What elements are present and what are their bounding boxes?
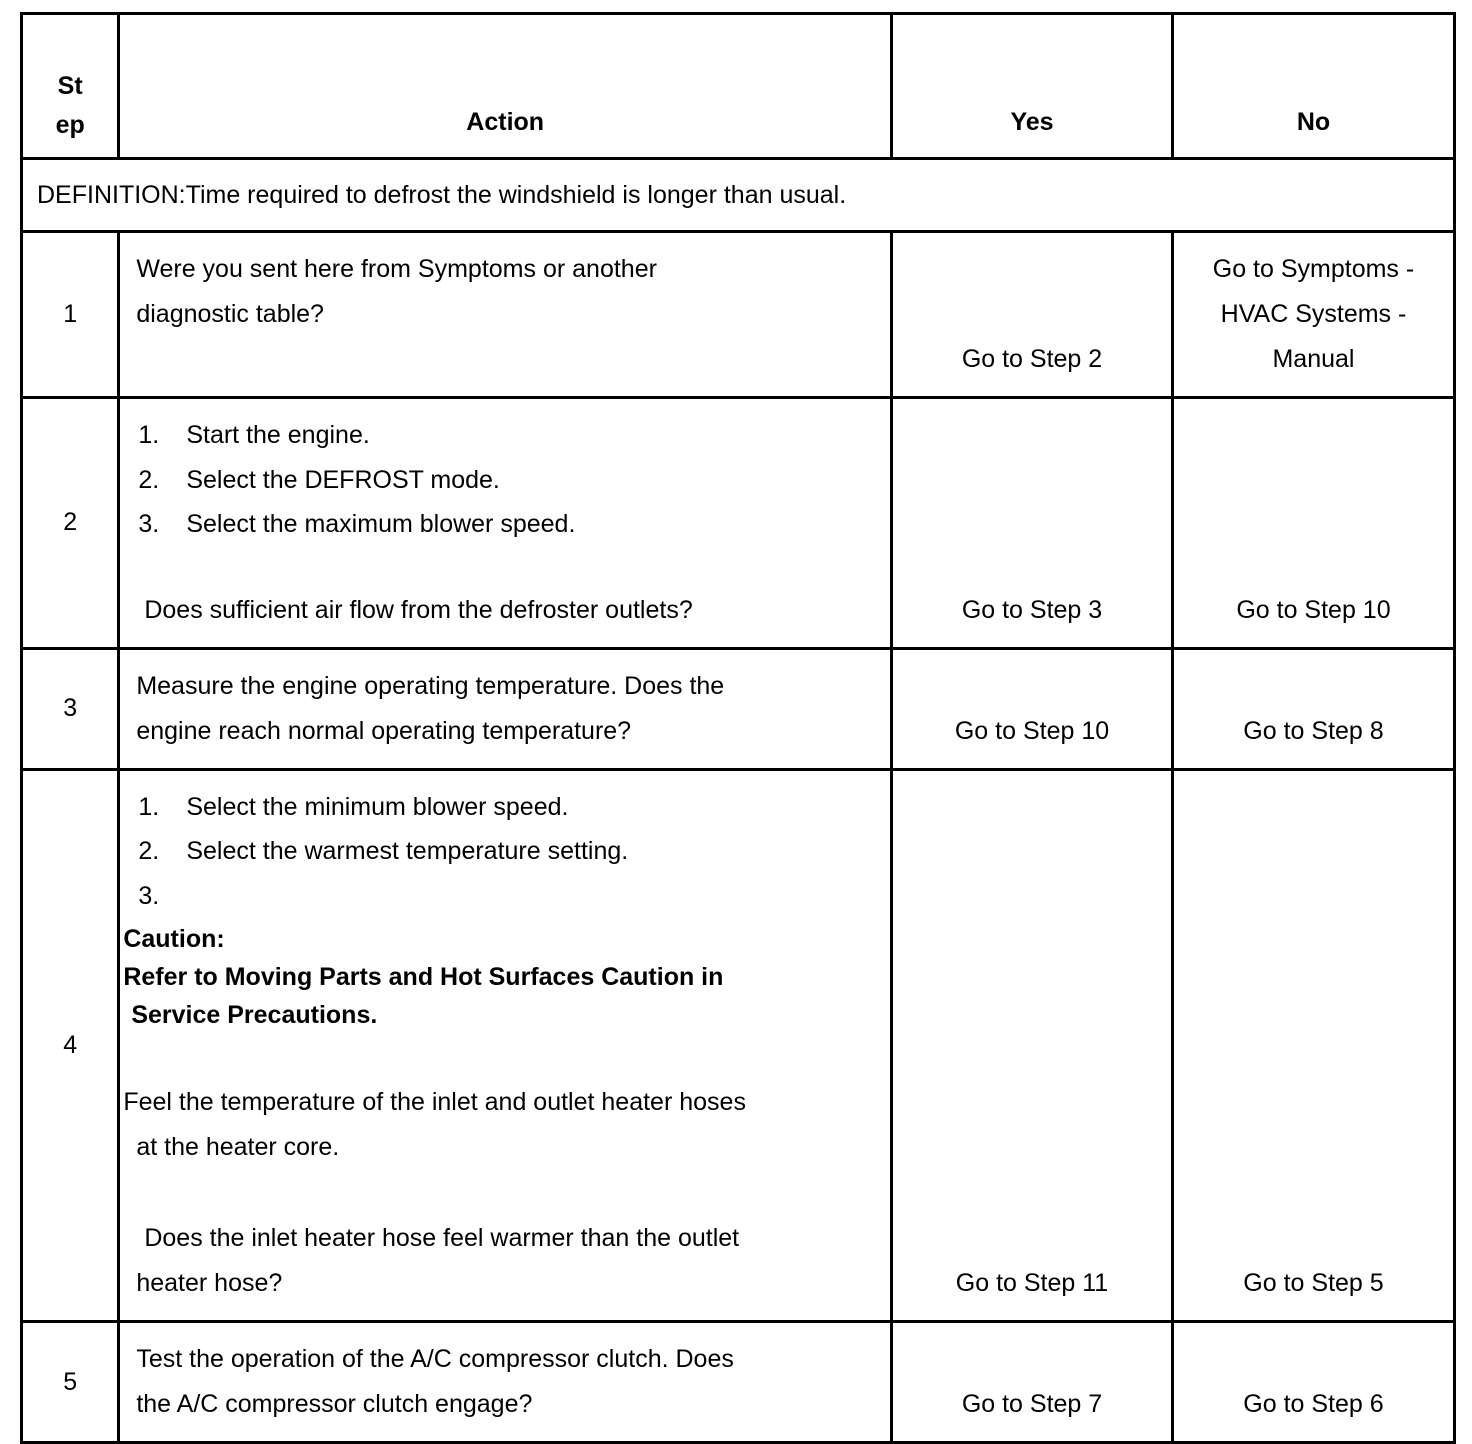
list-item: [136, 829, 874, 874]
substep-number: 3.: [138, 510, 160, 538]
header-action: Action: [119, 14, 892, 159]
substep-number: 2.: [138, 837, 160, 865]
action-cell: [119, 1322, 892, 1443]
caution-line1: Refer to Moving Parts and Hot Surfaces Caution in: [123, 963, 724, 991]
yes-link[interactable]: Go to Step 7: [961, 1390, 1103, 1418]
list-item: [136, 413, 874, 458]
list-item: [136, 458, 874, 503]
substep-text: Select the minimum blower speed.: [186, 792, 569, 821]
yes-cell: [892, 1322, 1173, 1443]
no-link[interactable]: Go to Step 10: [1236, 595, 1391, 624]
no-link-line2: HVAC Systems -: [1220, 300, 1407, 328]
no-cell: [1172, 232, 1454, 398]
yes-link[interactable]: Go to Step 11: [955, 1269, 1109, 1297]
action-text-line1: Measure the engine operating temperature. Does the: [136, 671, 725, 700]
yes-cell: [892, 648, 1173, 769]
caution-title: Caution:: [123, 925, 225, 953]
no-cell: [1172, 648, 1454, 769]
header-yes: Yes: [892, 14, 1173, 159]
list-item: [136, 874, 874, 919]
no-link[interactable]: Go to Step 5: [1243, 1269, 1384, 1297]
no-link-line1: Go to Symptoms -: [1212, 255, 1415, 283]
no-link[interactable]: Go to Step 6: [1243, 1390, 1384, 1418]
no-link-line3: Manual: [1272, 345, 1355, 373]
table-row: [22, 232, 1455, 398]
caution-line2: Service Precautions.: [131, 1001, 378, 1029]
table-row: [22, 1322, 1455, 1443]
feel-line2: at the heater core.: [136, 1133, 340, 1161]
table-row: [22, 648, 1455, 769]
substep-text: Select the warmest temperature setting.: [186, 837, 629, 865]
substep-text: Select the DEFROST mode.: [186, 465, 500, 494]
substep-list: [136, 785, 874, 919]
action-text-line2: the A/C compressor clutch engage?: [136, 1390, 533, 1418]
substep-text: Start the engine.: [186, 421, 370, 449]
no-link[interactable]: Go to Step 8: [1243, 716, 1384, 745]
step-number: 2: [22, 398, 119, 649]
feel-line1: Feel the temperature of the inlet and outlet heater hoses: [123, 1088, 746, 1116]
action-text-line1: Test the operation of the A/C compressor clutch. Does: [136, 1345, 734, 1373]
yes-cell: [892, 398, 1173, 649]
yes-link[interactable]: Go to Step 10: [954, 716, 1110, 745]
no-cell: [1172, 769, 1454, 1322]
action-cell: [119, 398, 892, 649]
header-no: No: [1172, 14, 1454, 159]
table-row: [22, 398, 1455, 649]
substep-number: 1.: [138, 421, 160, 449]
no-cell: [1172, 1322, 1454, 1443]
no-cell: [1172, 398, 1454, 649]
question-block: [136, 1216, 874, 1306]
step-number: 5: [22, 1322, 119, 1443]
action-cell: [119, 232, 892, 398]
diagnostic-table: [20, 12, 1456, 1444]
question-line1: Does the inlet heater hose feel warmer than the outlet: [144, 1224, 740, 1252]
yes-link[interactable]: Go to Step 2: [961, 345, 1103, 373]
yes-link[interactable]: Go to Step 3: [961, 595, 1103, 624]
substep-number: 3.: [138, 881, 160, 910]
header-step-line2: ep: [55, 111, 85, 139]
action-text-line2: engine reach normal operating temperature?: [136, 716, 632, 745]
substep-text: Select the maximum blower speed.: [186, 510, 576, 538]
table-row: [22, 769, 1455, 1322]
header-step: [22, 14, 119, 159]
definition-row: [22, 159, 1455, 232]
question-line2: heater hose?: [136, 1269, 283, 1297]
question-text: Does sufficient air flow from the defroster outlets?: [144, 595, 693, 624]
table-header-row: [22, 14, 1455, 159]
action-cell: [119, 648, 892, 769]
substep-number: 1.: [138, 792, 160, 821]
feel-instruction: [123, 1080, 874, 1170]
yes-cell: [892, 769, 1173, 1322]
caution-block: [123, 920, 874, 1034]
step-number: 3: [22, 648, 119, 769]
definition-text: DEFINITION:Time required to defrost the windshield is longer than usual.: [22, 159, 1455, 232]
yes-cell: [892, 232, 1173, 398]
action-text: Were you sent here from Symptoms or another diagnostic table?: [136, 255, 657, 328]
substep-list: [136, 413, 874, 547]
header-step-line1: St: [57, 72, 83, 100]
list-item: [136, 785, 874, 830]
list-item: [136, 502, 874, 547]
step-number: 1: [22, 232, 119, 398]
substep-number: 2.: [138, 465, 160, 494]
action-cell: [119, 769, 892, 1322]
step-number: 4: [22, 769, 119, 1322]
no-link[interactable]: [1174, 247, 1453, 382]
